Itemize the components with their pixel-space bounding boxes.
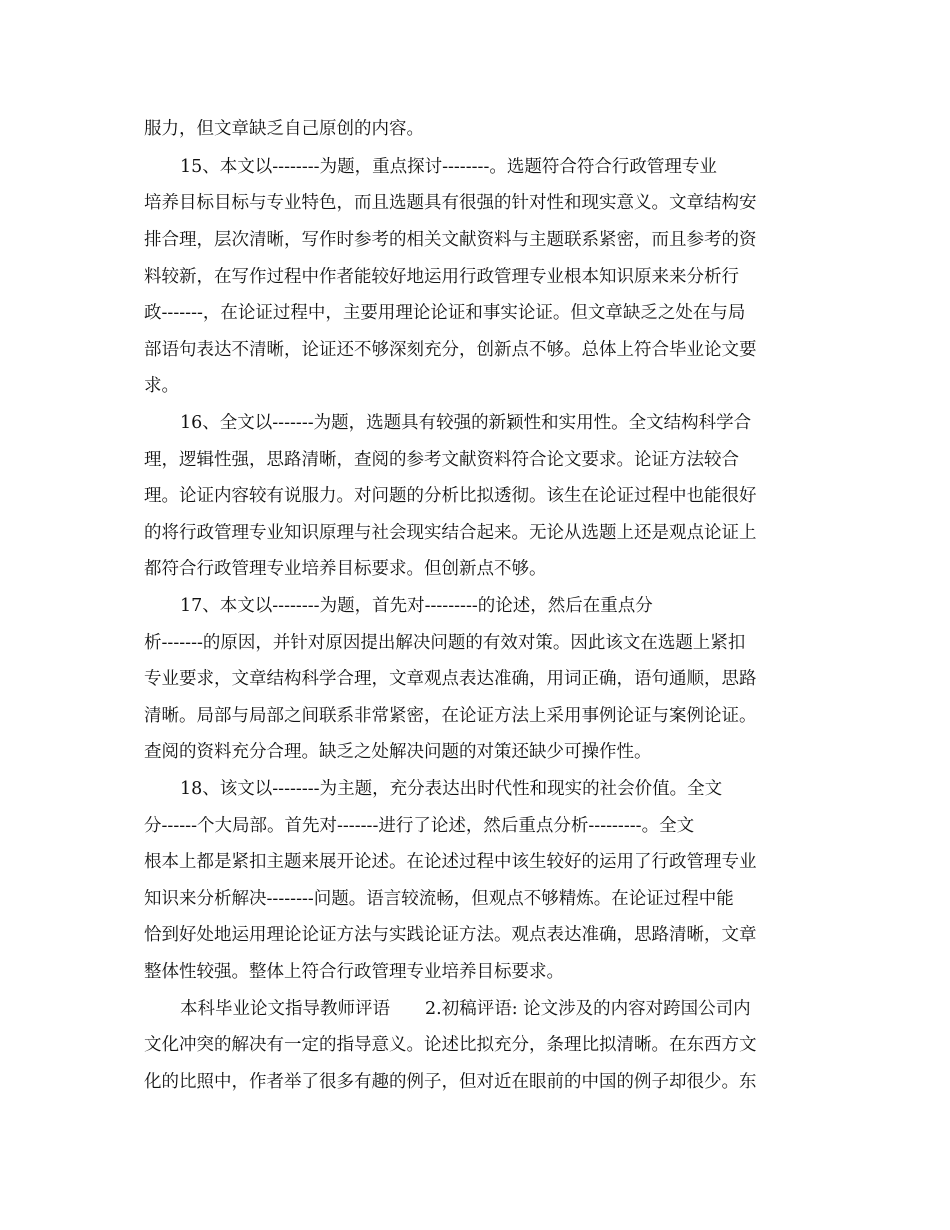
text-line: 专业要求，文章结构科学合理，文章观点表达准确，用词正确，语句通顺，思路 [144, 669, 757, 689]
text-line: 15、本文以--------为题，重点探讨--------。选题符合符合行政管理专业 [180, 157, 717, 177]
text-line: 本科毕业论文指导教师评语 2.初稿评语: 论文涉及的内容对跨国公司内 [180, 999, 751, 1019]
text-line: 恰到好处地运用理论论证方法与实践论证方法。观点表达准确，思路清晰，文章 [144, 925, 757, 945]
text-line: 整体性较强。整体上符合行政管理专业培养目标要求。 [144, 962, 564, 982]
text-line: 理。论证内容较有说服力。对问题的分析比拟透彻。该生在论证过程中也能很好 [144, 486, 757, 506]
text-line: 分------个大局部。首先对-------进行了论述，然后重点分析---------。全文 [144, 816, 695, 836]
text-line: 求。 [144, 376, 179, 396]
text-line: 17、本文以--------为题，首先对---------的论述，然后在重点分 [180, 596, 653, 616]
text-line: 都符合行政管理专业培养目标要求。但创新点不够。 [144, 559, 547, 579]
text-line: 文化冲突的解决有一定的指导意义。论述比拟充分，条理比拟清晰。在东西方文 [144, 1035, 757, 1055]
text-line: 政-------，在论证过程中，主要用理论论证和事实论证。但文章缺乏之处在与局 [144, 303, 746, 323]
text-line: 料较新，在写作过程中作者能较好地运用行政管理专业根本知识原来来分析行 [144, 267, 739, 287]
text-line: 清晰。局部与局部之间联系非常紧密，在论证方法上采用事例论证与案例论证。 [144, 706, 757, 726]
text-line: 服力，但文章缺乏自己原创的内容。 [144, 119, 424, 139]
text-line: 析-------的原因，并针对原因提出解决问题的有效对策。因此该文在选题上紧扣 [144, 633, 746, 653]
text-line: 16、全文以-------为题，选题具有较强的新颖性和实用性。全文结构科学合 [180, 413, 752, 433]
text-line: 18、该文以--------为主题，充分表达出时代性和现实的社会价值。全文 [180, 779, 723, 799]
text-line: 培养目标目标与专业特色，而且选题具有很强的针对性和现实意义。文章结构安 [144, 193, 757, 213]
text-line: 化的比照中，作者举了很多有趣的例子，但对近在眼前的中国的例子却很少。东 [144, 1072, 757, 1092]
text-line: 部语句表达不清晰，论证还不够深刻充分，创新点不够。总体上符合毕业论文要 [144, 340, 757, 360]
text-line: 理，逻辑性强，思路清晰，查阅的参考文献资料符合论文要求。论证方法较合 [144, 450, 739, 470]
text-line: 查阅的资料充分合理。缺乏之处解决问题的对策还缺少可操作性。 [144, 742, 652, 762]
text-line: 排合理，层次清晰，写作时参考的相关文献资料与主题联系紧密，而且参考的资 [144, 230, 757, 250]
text-line: 的将行政管理专业知识原理与社会现实结合起来。无论从选题上还是观点论证上 [144, 523, 757, 543]
text-line: 根本上都是紧扣主题来展开论述。在论述过程中该生较好的运用了行政管理专业 [144, 852, 757, 872]
text-line: 知识来分析解决--------问题。语言较流畅，但观点不够精炼。在论证过程中能 [144, 889, 734, 909]
